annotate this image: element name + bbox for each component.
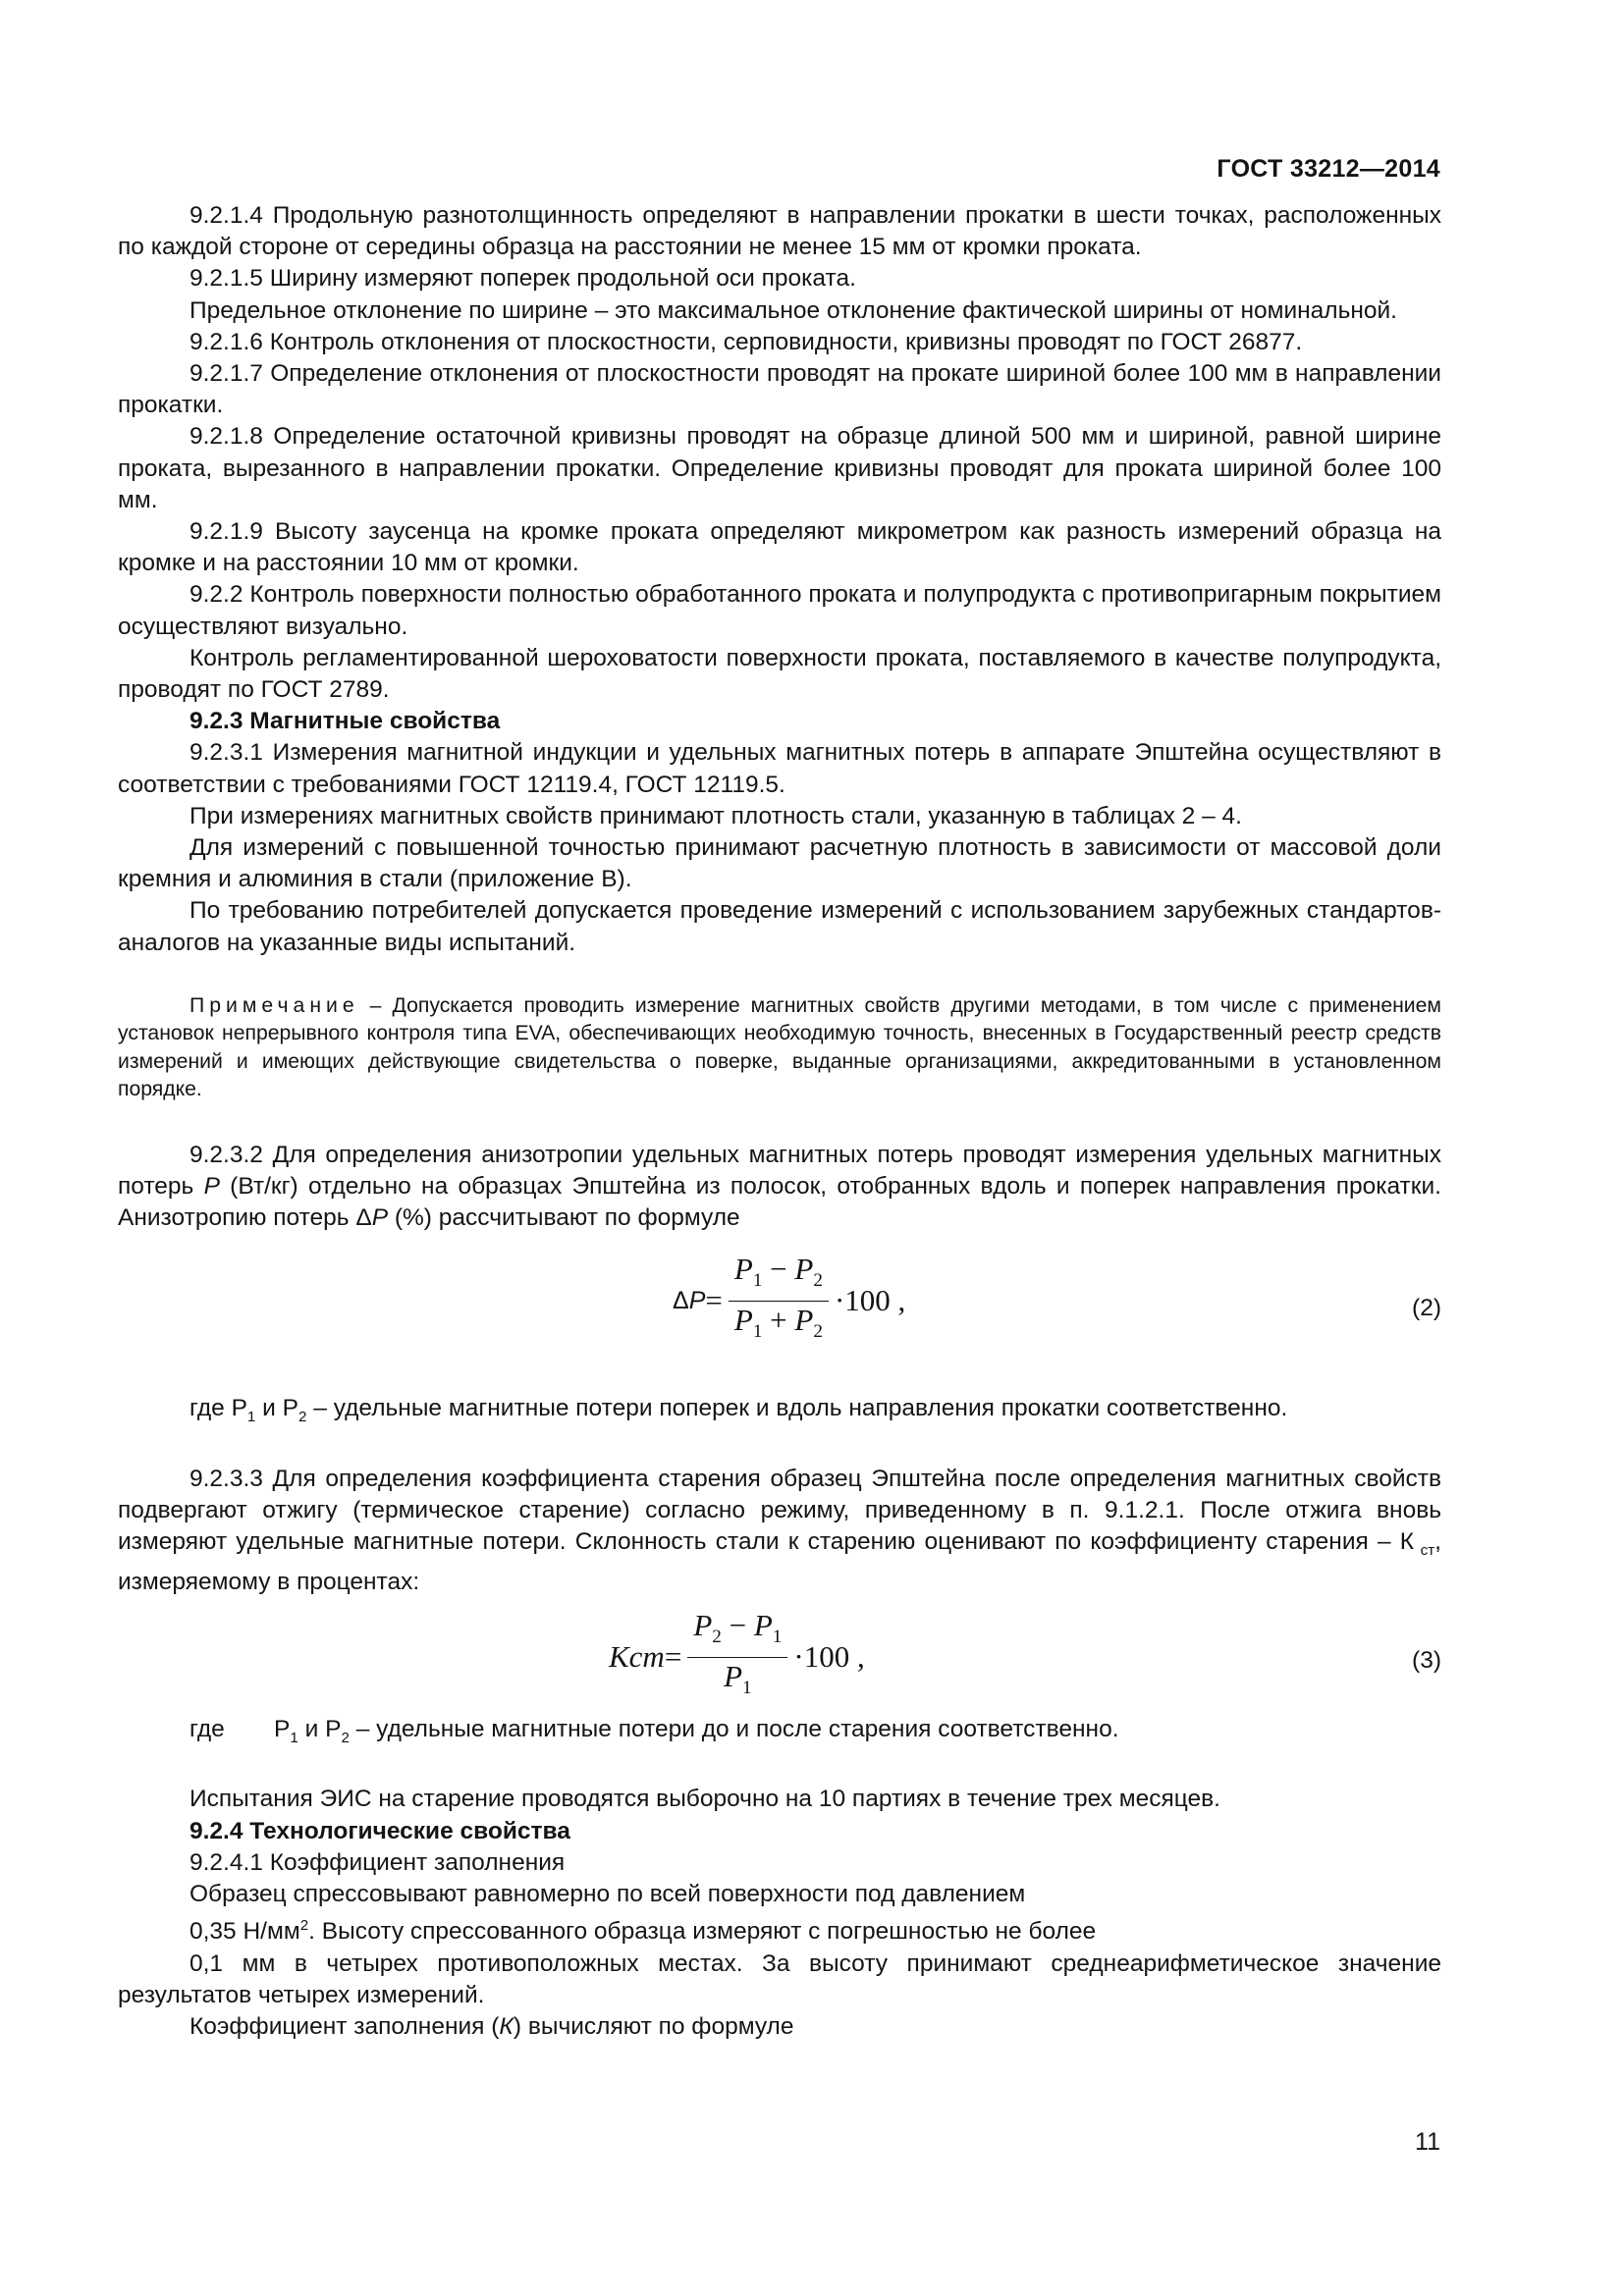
formula-2-explanation: где $Р_1$ и $Р_2$ – удельные магнитные потери поперек и вдоль направления прокатки соответственно. — [189, 1395, 1288, 1426]
paragraph-9-2-1-8: 9.2.1.8 Определение остаточной кривизны проводят на образце длиной 500 мм и шириной, равной ширине проката, вырезанного в направлении прокатки. Определение кривизны проводят для проката шириной более 100 мм. — [118, 423, 1441, 513]
paragraph-9-2-1-5: 9.2.1.5 Ширину измеряют поперек продольной оси проката. — [189, 265, 856, 293]
formula-3-expression: Kcm = $\frac{P_2 - P_1}{P_1}$ ·100 , — [609, 1610, 865, 1704]
paragraph-pressure: 0,35 $Н/мм^2$. Высоту спрессованного образца измеряют с погрешностью не более — [189, 1917, 1097, 1946]
section-heading-9-2-4: 9.2.4 Технологические свойства — [189, 1817, 570, 1844]
paragraph-width-tolerance: Предельное отклонение по ширине – это максимальное отклонение фактической ширины от номинальной. — [189, 296, 1397, 324]
page-number: 11 — [1415, 2128, 1440, 2156]
note-text: – Допускается проводить измерение магнитных свойств другими методами, в том числе с применением установок непрерывного контроля типа EVA, обеспечивающих необходимую точность, внесенных в Государственный реестр средств измерений и имеющих действующие свидетельства о поверке, выданные организациями, аккредитованными в установленном порядке. — [118, 993, 1441, 1101]
formula-2-fraction: $\frac{P_1 - P_2}{P_1 + P_2}$ — [729, 1254, 829, 1348]
formula-2-expression: Δ P = $\frac{P_1 - P_2}{P_1 + P_2}$ ·100 , — [673, 1254, 905, 1348]
paragraph-aging-tests: Испытания ЭИС на старение проводятся выборочно на 10 партиях в течение трех месяцев. — [189, 1786, 1220, 1813]
paragraph-9-2-1-4: 9.2.1.4 Продольную разнотолщинность определяют в направлении прокатки в шести точках, расположенных по каждой стороне от середины образца на расстоянии не менее 15 мм от кромки проката. — [118, 202, 1441, 261]
paragraph-9-2-3-3: 9.2.3.3 Для определения коэффициента старения образец Эпштейна после определения магнитных свойств подвергают отжигу (термическое старение) согласно режиму, приведенному в п. 9.1.2.1. После отжига вновь измеряют удельные магнитные потери. Склонность стали к старению оценивают по коэффициенту старения – К $_{ст}$, измеряемому в процентах: — [118, 1465, 1441, 1596]
formula-3-fraction: $\frac{P_2 - P_1}{P_1}$ — [687, 1610, 787, 1704]
formula-2 — [118, 1254, 1441, 1369]
note-label: Примечание — [189, 993, 359, 1017]
formula-2-number: (2) — [1412, 1295, 1441, 1322]
paragraph-precision: Для измерений с повышенной точностью принимают расчетную плотность в зависимости от массовой доли кремния и алюминия в стали (приложение В). — [118, 834, 1441, 893]
paragraph-density: При измерениях магнитных свойств принимают плотность стали, указанную в таблицах 2 – 4. — [189, 802, 1242, 829]
paragraph-height-measure: 0,1 мм в четырех противоположных местах. За высоту принимают среднеарифметическое значение результатов четырех измерений. — [118, 1949, 1441, 2008]
paragraph-fill-coefficient: Коэффициент заполнения (К) вычисляют по формуле — [189, 2012, 794, 2040]
paragraph-foreign-standards: По требованию потребителей допускается проведение измерений с использованием зарубежных стандартов-аналогов на указанные виды испытаний. — [118, 897, 1441, 956]
note-block — [118, 992, 1441, 1104]
paragraph-9-2-3-2: 9.2.3.2 Для определения анизотропии удельных магнитных потерь проводят измерения удельных магнитных потерь Р (Вт/кг) отдельно на образцах Эпштейна из полосок, отобранных вдоль и поперек направления прокатки. Анизотропию потерь ΔР (%) рассчитывают по формуле — [118, 1141, 1441, 1232]
document-code-header: ГОСТ 33212—2014 — [1217, 155, 1440, 183]
paragraph-9-2-1-9: 9.2.1.9 Высоту заусенца на кромке проката определяют микрометром как разность измерений образца на кромке и на расстоянии 10 мм от кромки. — [118, 518, 1441, 577]
paragraph-9-2-3-1: 9.2.3.1 Измерения магнитной индукции и удельных магнитных потерь в аппарате Эпштейна осуществляют в соответствии с требованиями ГОСТ 12119.4, ГОСТ 12119.5. — [118, 739, 1441, 798]
formula-3-number: (3) — [1412, 1647, 1441, 1675]
section-heading-9-2-3: 9.2.3 Магнитные свойства — [189, 708, 501, 735]
paragraph-9-2-4-1: 9.2.4.1 Коэффициент заполнения — [189, 1848, 566, 1876]
formula-3-explanation: где $Р_1$ и $Р_2$ – удельные магнитные потери до и после старения соответственно. — [189, 1716, 1119, 1747]
document-body — [118, 200, 1441, 2043]
formula-3 — [118, 1610, 1441, 1708]
paragraph-9-2-2: 9.2.2 Контроль поверхности полностью обработанного проката и полупродукта с противопригарным покрытием осуществляют визуально. — [118, 581, 1441, 640]
paragraph-roughness: Контроль регламентированной шероховатости поверхности проката, поставляемого в качестве полупродукта, проводят по ГОСТ 2789. — [118, 644, 1441, 704]
paragraph-pressing: Образец спрессовывают равномерно по всей поверхности под давлением — [189, 1880, 1026, 1907]
paragraph-9-2-1-6: 9.2.1.6 Контроль отклонения от плоскостности, серповидности, кривизны проводят по ГОСТ 26877. — [189, 328, 1303, 355]
paragraph-9-2-1-7: 9.2.1.7 Определение отклонения от плоскостности проводят на прокате шириной более 100 мм в направлении прокатки. — [118, 360, 1441, 419]
